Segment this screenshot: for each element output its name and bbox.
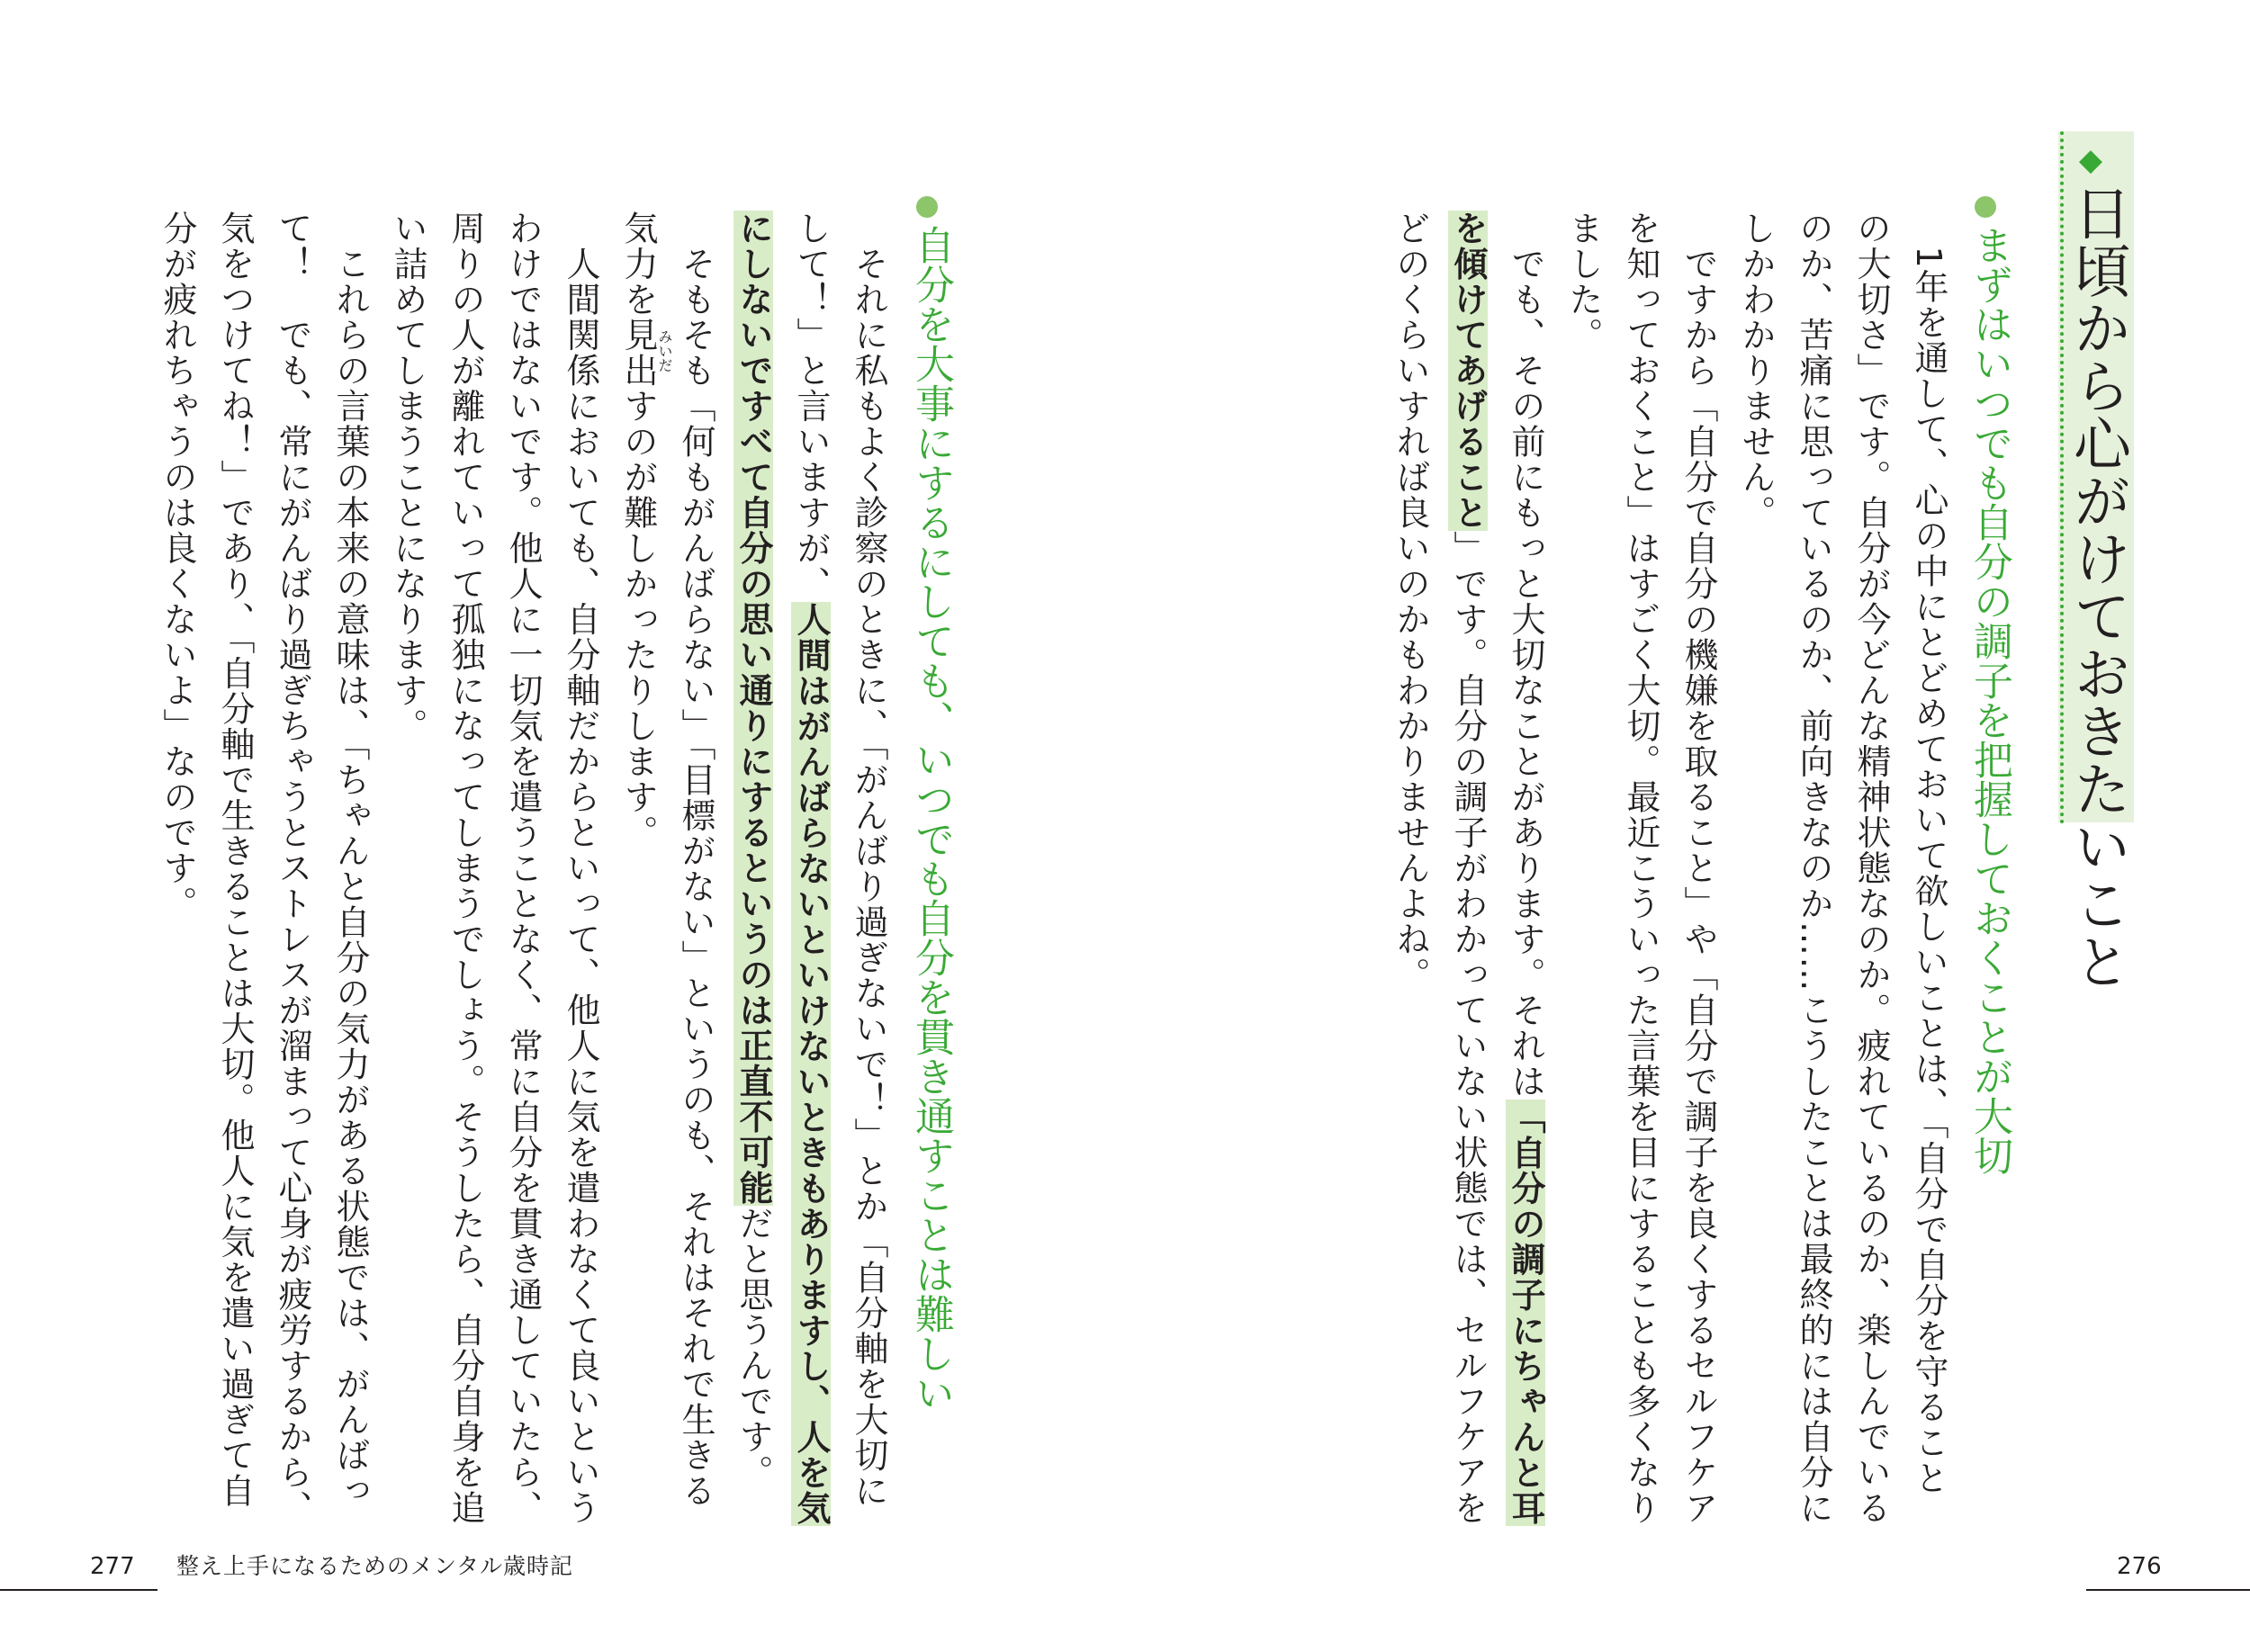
body-column: 人間関係においても、自分軸だからといって、他人に気を遣わなくて良いという	[561, 211, 600, 1526]
body-column: そもそも「何もがんばらない」「目標がない」というのも、それはそれで生きる	[676, 211, 716, 1509]
footer-rule-left	[0, 1589, 158, 1591]
body-column: ました。	[1563, 211, 1603, 353]
body-column	[1506, 211, 1545, 1526]
body-column: い詰めてしまうことになります。	[388, 211, 428, 744]
emphasis-text: を傾けてあげること	[1448, 211, 1488, 531]
body-column	[734, 211, 773, 1490]
footer-rule-right	[2086, 1589, 2250, 1591]
body-column: それに私もよく診察のときに、「がんばり過ぎないで！」とか「自分軸を大切に	[849, 211, 888, 1509]
emphasis-text: 人間はがんばらないといけないときもありますし、人を気	[791, 601, 831, 1526]
body-column: 気力を見出すのが難しかったりします。	[618, 211, 658, 850]
body-text: 」です。自分の調子がわかっていない状態では、セルフケアを	[1448, 530, 1488, 1526]
body-column: て！ でも、常にがんばり過ぎちゃうとストレスが溜まって心身が疲労するから、	[273, 211, 312, 1526]
page-title: 日頃から心がけておきたいこと	[2064, 184, 2130, 990]
body-text: して！」と言いますが、	[791, 211, 831, 602]
body-column	[791, 211, 831, 1526]
body-column: ですから「自分で自分の機嫌を取ること」や「自分で調子を良くするセルフケア	[1678, 211, 1718, 1526]
page-number-right: 276	[2117, 1553, 2162, 1580]
running-head: 整え上手になるためのメンタル歳時記	[176, 1553, 574, 1579]
page-number-left: 277	[90, 1553, 135, 1580]
body-column: 1年を通して、心の中にとどめておいて欲しいことは、「自分で自分を守ること	[1909, 211, 1948, 1496]
diamond-icon: ◆	[2073, 142, 2109, 178]
section-heading-1: まずはいつでも自分の調子を把握しておくことが大切	[1966, 225, 2012, 1175]
body-column: しかわかりません。	[1736, 211, 1776, 531]
body-column: どのくらいすれば良いのかもわかりませんよね。	[1390, 211, 1430, 992]
body-column: 分が疲れちゃうのは良くないよ」なのです。	[158, 211, 197, 921]
bullet-icon	[1975, 196, 1996, 218]
body-column: これらの言葉の本来の意味は、「ちゃんと自分の気力がある状態では、がんばっ	[330, 211, 370, 1509]
body-column	[1448, 211, 1488, 1526]
section-heading-2: 自分を大事にするにしても、いつでも自分を貫き通すことは難しい	[908, 225, 954, 1413]
body-column: を知っておくこと」はすごく大切。最近こういった言葉を目にすることも多くなり	[1621, 211, 1660, 1526]
body-column: わけではないです。他人に一切気を遣うことなく、常に自分を貫き通していたら、	[503, 211, 543, 1526]
body-column: のか、苦痛に思っているのか、前向きなのか……こうしたことは最終的には自分に	[1794, 211, 1833, 1526]
bullet-icon	[916, 196, 938, 218]
body-text: でも、その前にもっと大切なことがあります。それは	[1506, 211, 1545, 1100]
body-column: 気をつけてね！」であり、「自分軸で生きることは大切。他人に気を遣い過ぎて自	[215, 211, 255, 1509]
ruby-reading: みいだ	[656, 329, 673, 373]
emphasis-text: にしないですべて自分の思い通りにするというのは正直不可能	[734, 211, 773, 1206]
body-column: 周りの人が離れていって孤独になってしまうでしょう。そうしたら、自分自身を追	[446, 211, 485, 1526]
body-column: の大切さ」です。自分が今どんな精神状態なのか。疲れているのか、楽しんでいる	[1851, 211, 1891, 1526]
emphasis-text: 「自分の調子にちゃんと耳	[1506, 1099, 1545, 1526]
body-text: だと思うんです。	[734, 1206, 773, 1490]
